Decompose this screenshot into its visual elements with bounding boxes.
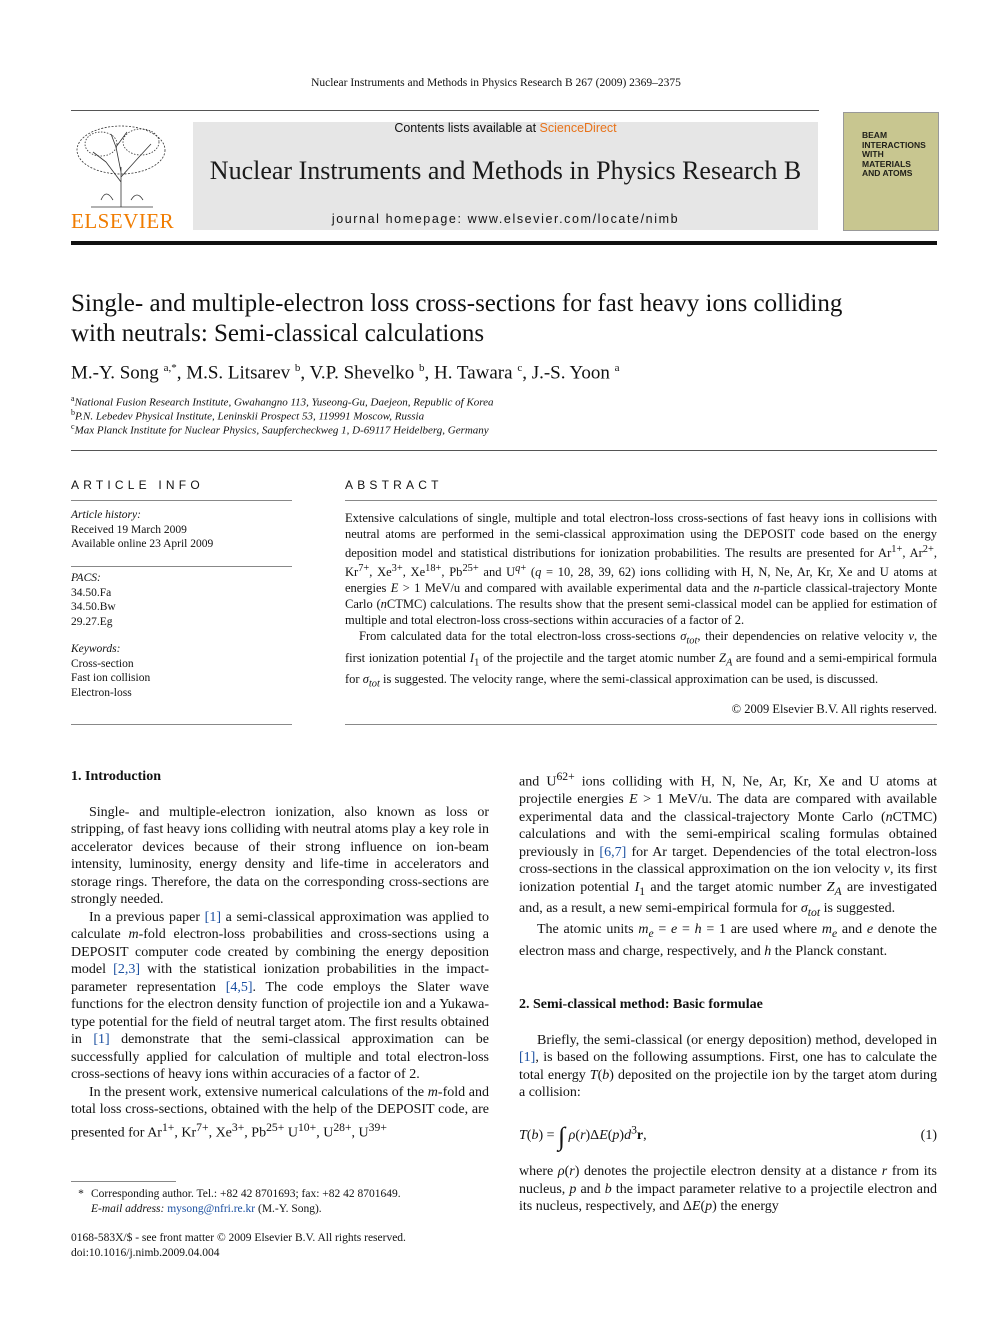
author-list: M.-Y. Song $^{a,*}$, M.S. Litsarev $^b$, V.P. Shevelko $^b$, H. Tawara $^c$, J.-S. Yoon $^a$ xyxy=(71,362,620,384)
keyword: Cross-section xyxy=(71,657,134,670)
article-history xyxy=(71,508,292,552)
citation-link[interactable]: [1] xyxy=(519,1050,536,1066)
copyright-notice: © 2009 Elsevier B.V. All rights reserved. xyxy=(731,701,937,716)
article-info-heading: ARTICLE INFO xyxy=(71,478,204,492)
received-date: Received 19 March 2009 xyxy=(71,523,187,536)
body-paragraph: The atomic units $m_e = e = h = 1$ are used where $m_e$ and e denote the electron mass and charge, respectively, and h the Planck constant. xyxy=(519,922,938,959)
left-column xyxy=(71,768,489,1142)
email-line xyxy=(71,1202,491,1217)
keyword: Electron-loss xyxy=(71,686,132,699)
affiliation-mark: b xyxy=(71,408,75,417)
keywords-label: Keywords: xyxy=(71,643,121,655)
author-name: V.P. Shevelko xyxy=(309,362,415,384)
cover-line: INTERACTIONS xyxy=(862,139,926,150)
affiliation-mark: c xyxy=(71,422,75,431)
author-mark: a,* xyxy=(163,362,177,374)
abstract-paragraph: From calculated data for the total electron-loss cross-sections $\sigma_{tot}$, their dependencies on relative velocity v, the first ionization potential $I_1$ of the projectile and the target atomic number $Z_A$ are found and a semi-empirical formula for $\sigma_{tot}$ is suggested. The velocity range, where the semi-classical approximation can be used, is discussed. xyxy=(345,629,938,690)
online-date: Available online 23 April 2009 xyxy=(71,538,214,550)
title-line: Single- and multiple-electron loss cross-sections for fast heavy ions colliding xyxy=(71,290,843,317)
header-thick-rule xyxy=(71,241,937,245)
keywords-block xyxy=(71,642,292,700)
sciencedirect-link[interactable]: ScienceDirect xyxy=(539,121,617,135)
cover-line: WITH xyxy=(862,149,884,159)
issn-block xyxy=(71,1231,491,1260)
issn-line: 0168-583X/$ - see front matter © 2009 Elsevier B.V. All rights reserved. xyxy=(71,1232,406,1244)
affiliation-mark: a xyxy=(71,394,75,403)
contents-prefix: Contents lists available at xyxy=(394,121,537,135)
affiliation-text: National Fusion Research Institute, Gwahangno 113, Yuseong-Gu, Daejeon, Republic of Korea xyxy=(74,396,494,409)
pacs-code: 34.50.Bw xyxy=(71,601,116,613)
author-mark: b xyxy=(294,362,301,374)
right-column-continued xyxy=(519,1163,937,1216)
body-paragraph: and $U^{62+}$ ions colliding with H, N, Ne, Ar, Kr, Xe and U atoms at projectile energies E > 1 MeV/u. The data are compared with available experimental data and the classical-trajectory Monte Carlo (nCTMC) calculations and with the semi-empirical scaling formulas obtained previously in [6,7] for Ar target. Dependencies of the total electron-loss cross-sections in the classical approximation on the ion velocity v, its first ionization potential $I_1$ and the target atomic number $Z_A$ are investigated and, as a result, a new semi-empirical formula for $\sigma_{tot}$ is suggested. xyxy=(519,770,937,919)
right-column xyxy=(519,768,937,1102)
article-info-rule xyxy=(71,500,292,501)
body-paragraph: Briefly, the semi-classical (or energy deposition) method, developed in [1], is based on the following assumptions. First, one has to calculate the total energy T(b) deposited on the projectile ion by the target atom during a collision: xyxy=(519,1032,937,1101)
article-title xyxy=(71,289,937,349)
email-suffix: (M.-Y. Song). xyxy=(258,1202,322,1215)
pacs-label: PACS: xyxy=(71,572,101,584)
history-label: Article history: xyxy=(71,509,141,521)
author-name: J.-S. Yoon xyxy=(531,362,610,384)
author-mark: a xyxy=(614,362,620,374)
abstract-paragraph: Extensive calculations of single, multiple and total electron-loss cross-sections of fast heavy ions in collisions with neutral atoms are performed in the semi-classical approximation using the DEPOSIT code based on the energy deposition model and statistical distributions for ionization probabilities. The results are presented for $Ar^{1+}$, $Ar^{2+}$, $Kr^{7+}$, $Xe^{3+}$, $Xe^{18+}$, $Pb^{25+}$ and $U^{q+}$ (q = 10, 28, 39, 62) ions colliding with H, N, Ne, Ar, Kr, Xe and U atoms at energies E > 1 MeV/u and compared with available experimental data and the n-particle classical-trajectory Monte Carlo (nCTMC) calculations. The results show that the present semi-classical model can be applied for estimation of multiple and total electron-loss cross-sections within accuracies of a factor of 2. xyxy=(345,511,938,628)
email-label: E-mail address: xyxy=(91,1202,165,1215)
keyword: Fast ion collision xyxy=(71,672,151,684)
body-paragraph: In the present work, extensive numerical calculations of the m-fold and total loss cross-sections, obtained with the help of the DEPOSIT code, are presented for $Ar^{1+}$, $Kr^{7+}$, $Xe^{3+}$, $Pb^{25+}$ $U^{10+}$, $U^{28+}$, $U^{39+}$ xyxy=(71,1084,489,1141)
affiliation-text: Max Planck Institute for Nuclear Physics, Saupfercheckweg 1, D-69117 Heidelberg, Germany xyxy=(74,424,489,437)
section-heading: 2. Semi-classical method: Basic formulae xyxy=(519,997,763,1013)
cover-line: BEAM xyxy=(862,130,888,140)
contents-line xyxy=(193,121,818,135)
abstract-bottom-rule xyxy=(345,724,937,725)
title-line: with neutrals: Semi-classical calculations xyxy=(71,320,485,347)
cover-line: MATERIALS xyxy=(862,158,911,169)
author-name: M.S. Litsarev xyxy=(186,362,291,384)
corresponding-author: * Corresponding author. Tel.: +82 42 8701693; fax: +82 42 8701649. xyxy=(78,1188,401,1200)
footnote-rule xyxy=(71,1181,176,1182)
abstract-heading: ABSTRACT xyxy=(345,478,443,492)
author-name: H. Tawara xyxy=(434,362,513,384)
pacs-block xyxy=(71,571,292,629)
author-mark: c xyxy=(517,362,523,374)
journal-citation: Nuclear Instruments and Methods in Physics Research B 267 (2009) 2369–2375 xyxy=(311,77,681,89)
abstract-top-rule xyxy=(345,500,937,501)
pacs-code: 29.27.Eg xyxy=(71,615,113,628)
header-top-rule xyxy=(71,110,819,111)
cover-line: AND ATOMS xyxy=(862,168,913,178)
section-heading: 1. Introduction xyxy=(71,769,161,784)
citation-link[interactable]: [4,5] xyxy=(225,979,253,995)
author-mark: b xyxy=(419,362,425,374)
body-paragraph: Single- and multiple-electron ionization, also known as loss or stripping, of fast heavy ions colliding with neutral atoms play a key role in accelerator devices because of their strong influence on ion-beam intensity, luminosity, energy density and life-time in accelerators and storage rings. Therefore, the data on the corresponding cross-sections are strongly needed. xyxy=(71,804,489,907)
affiliations-rule xyxy=(71,450,937,451)
citation-link[interactable]: [1] xyxy=(204,909,221,925)
elsevier-wordmark: ELSEVIER xyxy=(71,209,175,233)
doi-line: doi:10.1016/j.nimb.2009.04.004 xyxy=(71,1246,220,1259)
equation-number: (1) xyxy=(920,1128,937,1143)
affiliation xyxy=(71,394,494,409)
journal-homepage-link[interactable]: journal homepage: www.elsevier.com/locate/nimb xyxy=(331,212,680,226)
elsevier-tree-logo xyxy=(71,122,171,210)
author-name: M.-Y. Song xyxy=(71,362,159,384)
article-info-bottom-rule xyxy=(71,724,292,725)
footnote xyxy=(71,1187,491,1216)
pacs-code: 34.50.Fa xyxy=(71,586,112,599)
journal-name: Nuclear Instruments and Methods in Physics Research B xyxy=(209,156,802,185)
history-rule xyxy=(71,566,292,567)
affiliation xyxy=(71,422,489,437)
email-link[interactable]: mysong@nfri.re.kr xyxy=(167,1202,256,1215)
citation-link[interactable]: [1] xyxy=(93,1032,110,1047)
equation-1: T(b) = ∫ $\rho(r)\Delta E(p)d^3r$, xyxy=(519,1122,647,1151)
citation-link[interactable]: [6,7] xyxy=(599,844,627,860)
corresponding-author-text: Corresponding author. Tel.: +82 42 8701693; fax: +82 42 8701649. xyxy=(91,1188,401,1200)
affiliation-text: P.N. Lebedev Physical Institute, Leninskii Prospect 53, 119991 Moscow, Russia xyxy=(75,410,425,423)
affiliation xyxy=(71,408,424,423)
journal-cover-thumbnail xyxy=(843,112,939,231)
body-paragraph: In a previous paper [1] a semi-classical approximation was applied to calculate m-fold electron-loss probabilities and cross-sections using a DEPOSIT computer code created by combining the energy deposition model [2,3] with the statistical ionization probabilities in the impact-parameter representation [4,5]. The code employs the Slater wave functions for the electron density function of projectile ion and a Yukawa-type potential for the field of neutral target atom. The first results obtained in [1] demonstrate that the semi-classical approximation can be successfully applied for calculation of multiple and total electron-loss cross-sections of heavy ions within accuracies of a factor of 2. xyxy=(71,909,489,1082)
citation-link[interactable]: [2,3] xyxy=(113,962,140,977)
body-paragraph: where ρ(r) denotes the projectile electron density at a distance r from its nucleus, p and b the impact parameter relative to a projectile electron and its nucleus, respectively, and ΔE(p) the energy xyxy=(519,1164,937,1214)
abstract-body xyxy=(345,510,937,717)
